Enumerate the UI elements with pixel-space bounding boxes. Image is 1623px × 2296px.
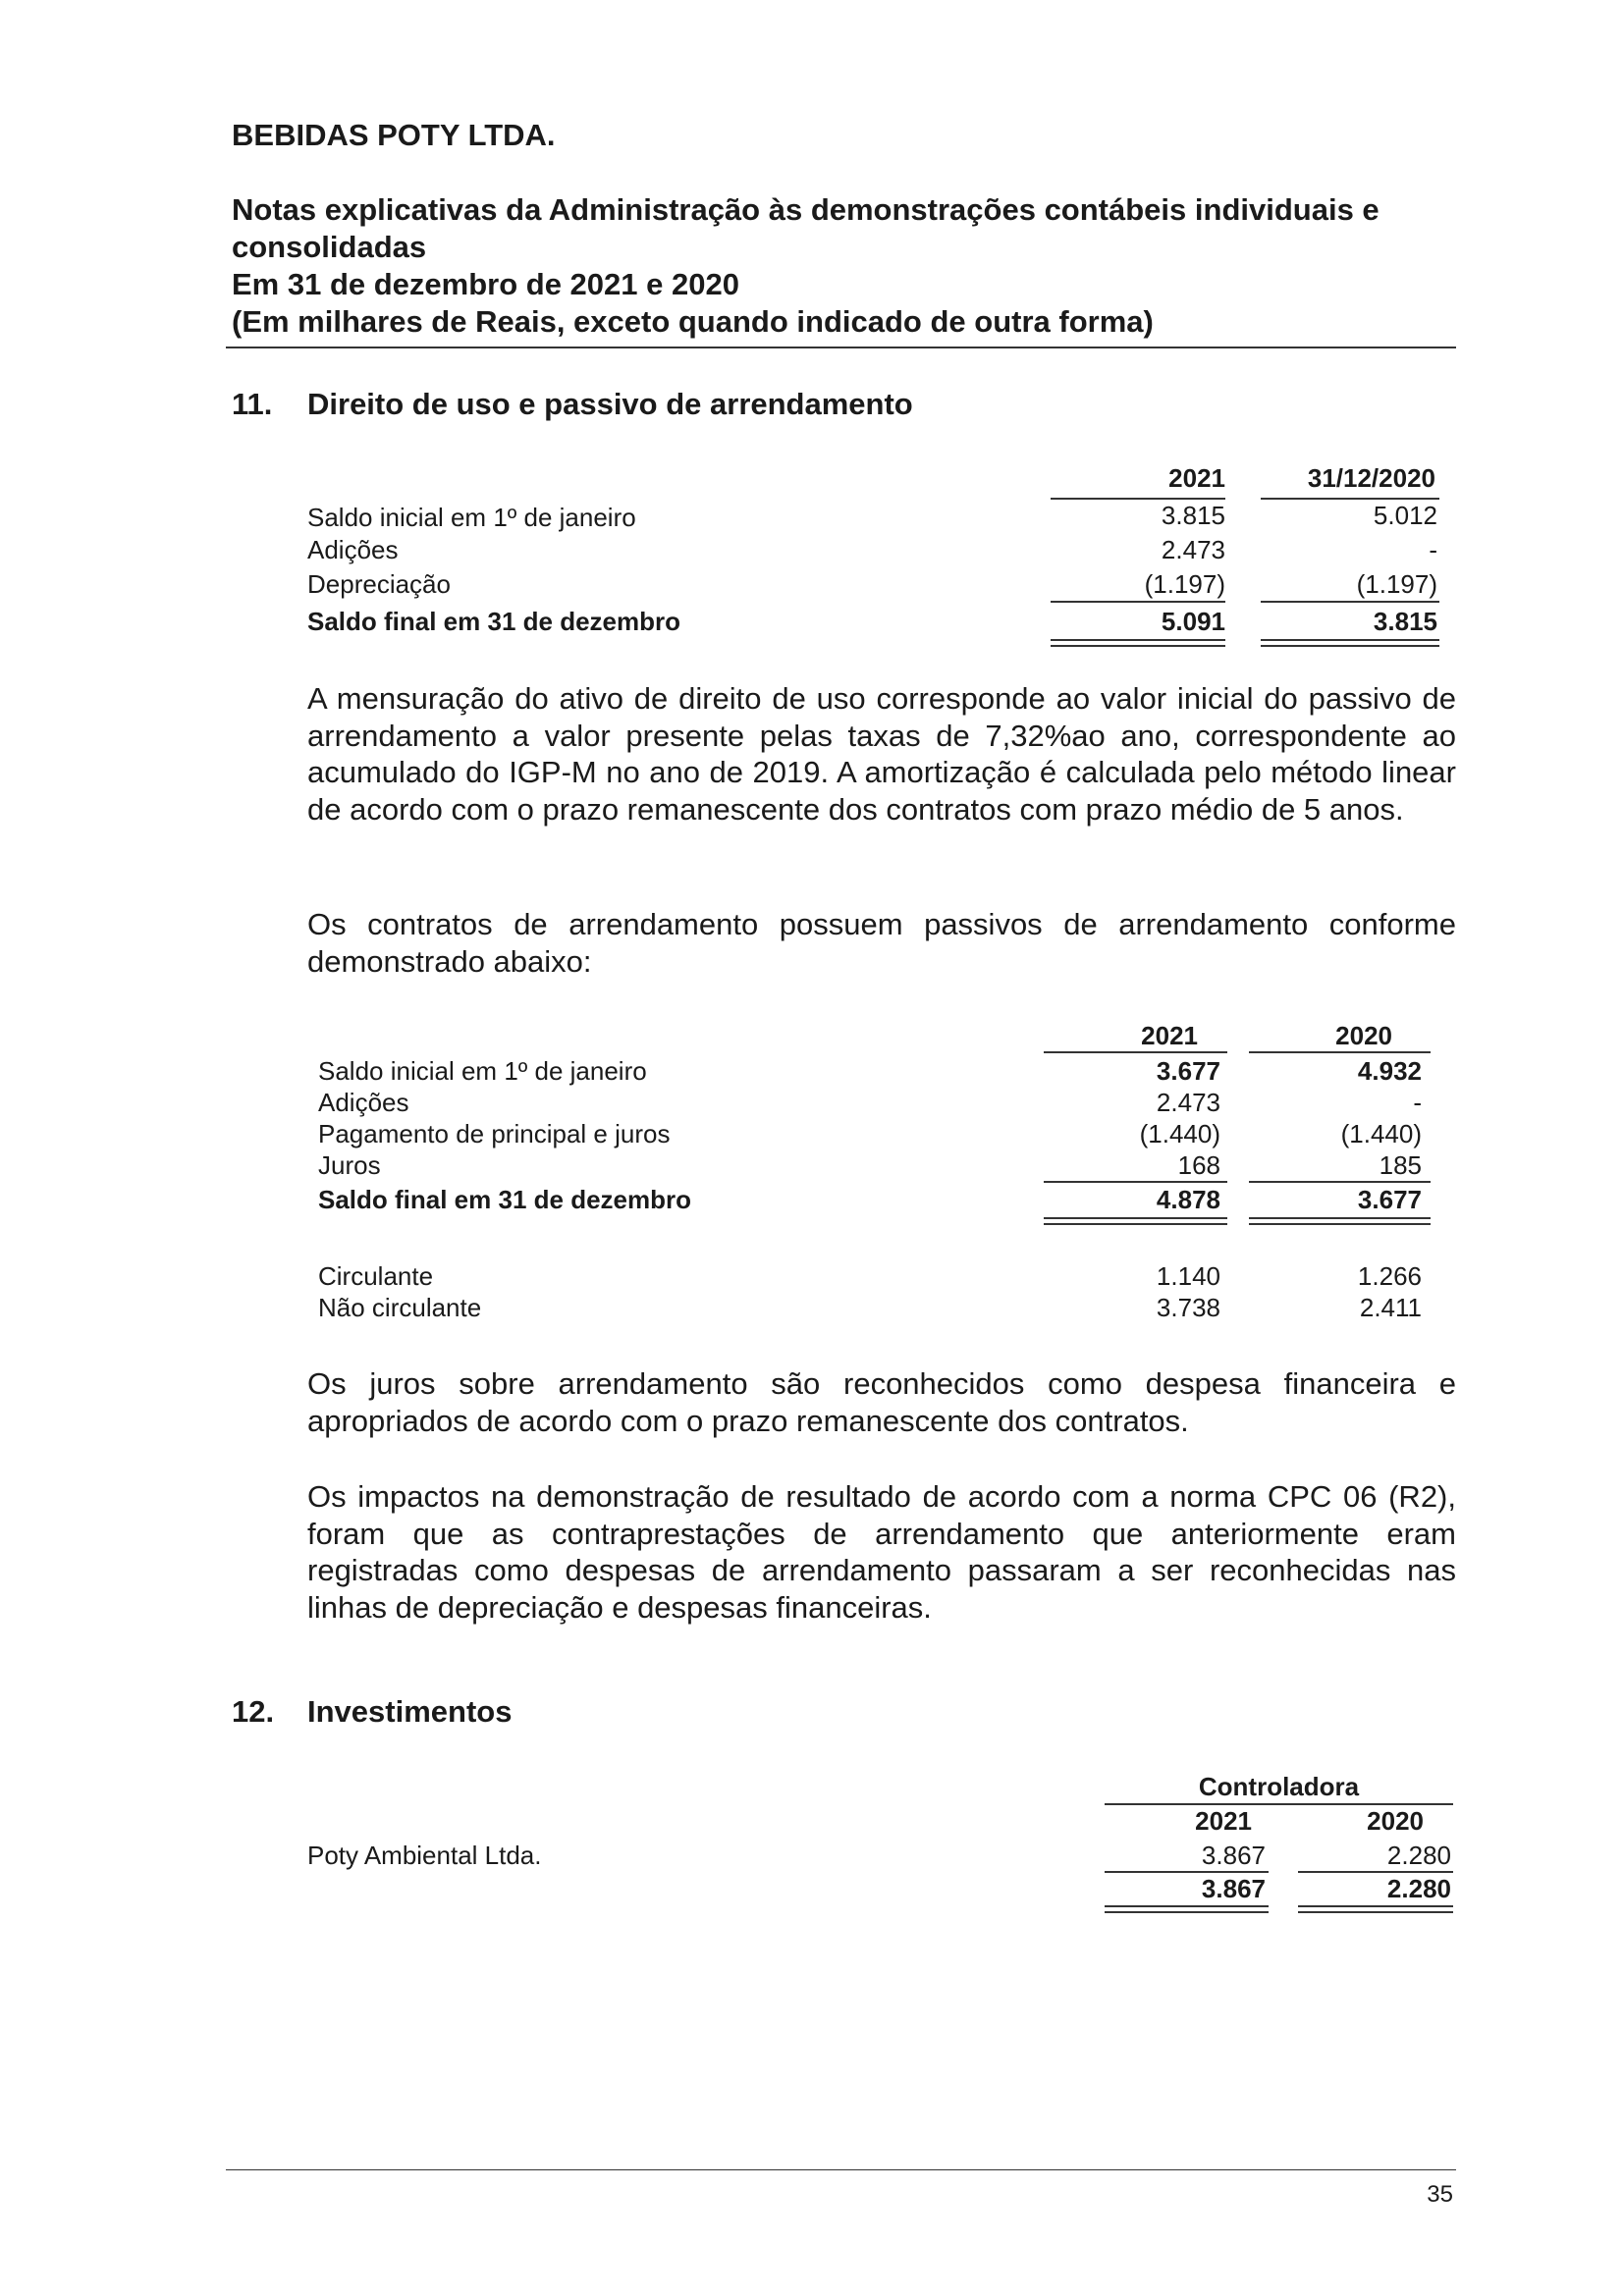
table3-group-header: Controladora	[1198, 1772, 1360, 1801]
table3-row-value-2020: 2.280	[1386, 1841, 1451, 1870]
page-number: 35	[1427, 2181, 1453, 2208]
table1-total-rule	[1261, 639, 1439, 641]
table3-total-rule	[1105, 1905, 1269, 1907]
table3-total-rule	[1298, 1911, 1453, 1913]
paragraph-cpc06-impacts: Os impactos na demonstração de resultado de acordo com a norma CPC 06 (R2), foram que as contraprestações de arrendamento que anteriormente eram registradas como despesas de arrendamento passaram a ser reconhecidas nas linhas de depreciação e despesas financeiras.	[307, 1479, 1456, 1625]
table3-row-label: Poty Ambiental Ltda.	[307, 1841, 542, 1870]
table1-row-value-2021: 2.473	[1161, 535, 1225, 564]
table2-row-label: Circulante	[318, 1261, 434, 1291]
table2-row-label: Não circulante	[318, 1293, 482, 1322]
table2-row-value-2021: 1.140	[1156, 1261, 1220, 1291]
table1-total-rule	[1261, 645, 1439, 647]
table1-col1-header-rule	[1051, 498, 1225, 500]
table1-row-value-2021: (1.197)	[1144, 569, 1225, 599]
table3-subtotal-rule	[1105, 1871, 1269, 1873]
table2-row-value-2021: (1.440)	[1139, 1119, 1220, 1148]
table1-total-rule	[1051, 645, 1225, 647]
table2-total-rule	[1249, 1217, 1431, 1219]
table2-row-value-2021: 2.473	[1156, 1088, 1220, 1117]
company-name: BEBIDAS POTY LTDA.	[232, 118, 556, 152]
table3-col2-header: 2020	[1367, 1806, 1424, 1836]
table1-row-value-2021: 3.815	[1161, 501, 1225, 530]
report-title-line2: consolidadas	[232, 230, 427, 264]
section-11-title: Direito de uso e passivo de arrendamento	[307, 387, 913, 421]
table1-row-label: Saldo inicial em 1º de janeiro	[307, 503, 636, 532]
table1-total-2021: 5.091	[1161, 607, 1225, 636]
table2-col2-header-rule	[1249, 1051, 1431, 1053]
table1-col2-header: 31/12/2020	[1307, 463, 1435, 493]
section-12-number: 12.	[232, 1694, 275, 1729]
table3-total-rule	[1105, 1911, 1269, 1913]
paragraph-lease-interest: Os juros sobre arrendamento são reconhecidos como despesa financeira e apropriados de acordo com o prazo remanescente dos contratos.	[307, 1366, 1456, 1438]
table1-row-value-2020: 5.012	[1373, 501, 1437, 530]
section-11-number: 11.	[232, 387, 273, 421]
table3-group-rule	[1105, 1803, 1453, 1805]
table2-col1-header-rule	[1044, 1051, 1227, 1053]
table3-total-2020: 2.280	[1386, 1874, 1451, 1903]
table1-row-value-2020: -	[1429, 535, 1437, 564]
table2-col1-header: 2021	[1141, 1021, 1198, 1050]
table3-total-rule	[1298, 1905, 1453, 1907]
report-date: Em 31 de dezembro de 2021 e 2020	[232, 267, 739, 301]
table2-row-value-2021: 3.677	[1156, 1056, 1220, 1086]
table2-row-value-2020: 2.411	[1359, 1293, 1422, 1322]
table1-row-value-2020: (1.197)	[1356, 569, 1437, 599]
table3-subtotal-rule	[1298, 1871, 1453, 1873]
section-12-title: Investimentos	[307, 1694, 513, 1729]
table1-row-label: Depreciação	[307, 569, 451, 599]
table2-row-value-2020: (1.440)	[1340, 1119, 1422, 1148]
table3-col1-header: 2021	[1195, 1806, 1252, 1836]
table2-subtotal-rule	[1249, 1181, 1431, 1183]
table1-total-label: Saldo final em 31 de dezembro	[307, 607, 680, 636]
table2-total-rule	[1249, 1223, 1431, 1225]
table2-row-label: Saldo inicial em 1º de janeiro	[318, 1056, 647, 1086]
table2-subtotal-rule	[1044, 1181, 1227, 1183]
table1-subtotal-rule	[1051, 601, 1225, 603]
table1-total-rule	[1051, 639, 1225, 641]
table2-total-2020: 3.677	[1357, 1185, 1422, 1214]
table2-row-label: Juros	[318, 1150, 381, 1180]
table2-total-rule	[1044, 1223, 1227, 1225]
table1-row-label: Adições	[307, 535, 399, 564]
header-rule	[226, 347, 1456, 348]
table2-row-value-2020: -	[1413, 1088, 1422, 1117]
report-units: (Em milhares de Reais, exceto quando indicado de outra forma)	[232, 304, 1154, 339]
table2-total-2021: 4.878	[1156, 1185, 1220, 1214]
table3-total-2021: 3.867	[1201, 1874, 1266, 1903]
paragraph-lease-contracts: Os contratos de arrendamento possuem passivos de arrendamento conforme demonstrado abaixo:	[307, 907, 1456, 979]
table2-col2-header: 2020	[1335, 1021, 1392, 1050]
table1-total-2020: 3.815	[1373, 607, 1437, 636]
report-title-line1: Notas explicativas da Administração às demonstrações contábeis individuais e	[232, 192, 1380, 227]
table1-col1-header: 2021	[1168, 463, 1225, 493]
table3-row-value-2021: 3.867	[1201, 1841, 1266, 1870]
table2-row-label: Adições	[318, 1088, 409, 1117]
table2-row-value-2021: 3.738	[1156, 1293, 1220, 1322]
paragraph-right-of-use-measurement: A mensuração do ativo de direito de uso corresponde ao valor inicial do passivo de arrendamento a valor presente pelas taxas de 7,32%ao ano, correspondente ao acumulado do IGP-M no ano de 2019. A amortização é calculada pelo método linear de acordo com o prazo remanescente dos contratos com prazo médio de 5 anos.	[307, 681, 1456, 827]
table2-total-rule	[1044, 1217, 1227, 1219]
table2-row-value-2020: 185	[1379, 1150, 1422, 1180]
table1-col2-header-rule	[1261, 498, 1439, 500]
table2-row-value-2021: 168	[1177, 1150, 1220, 1180]
footer-rule	[226, 2169, 1456, 2170]
table1-subtotal-rule	[1261, 601, 1439, 603]
table2-total-label: Saldo final em 31 de dezembro	[318, 1185, 691, 1214]
table2-row-value-2020: 1.266	[1357, 1261, 1422, 1291]
table2-row-value-2020: 4.932	[1357, 1056, 1422, 1086]
table2-row-label: Pagamento de principal e juros	[318, 1119, 671, 1148]
